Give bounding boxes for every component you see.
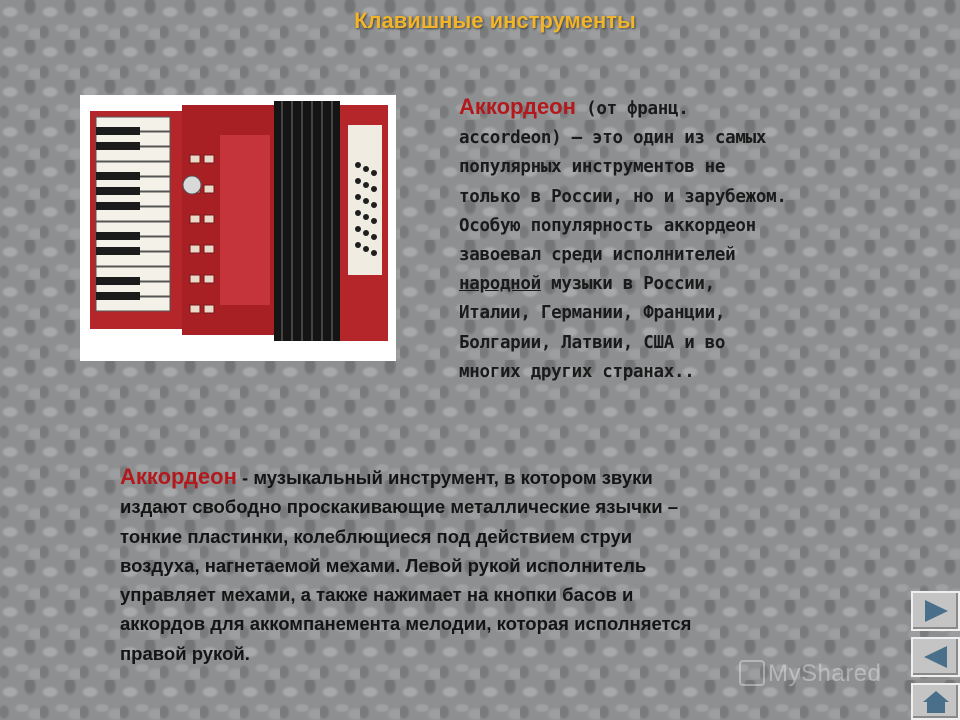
top-line-4: только в России, но и зарубежом. bbox=[459, 186, 787, 207]
accordion-photo bbox=[80, 95, 396, 361]
accordion-image bbox=[80, 95, 396, 361]
top-line-2: accordeon) – это один из самых bbox=[459, 128, 767, 149]
bottom-line-2: издают свободно проскакивающие металлические язычки – bbox=[120, 496, 679, 518]
home-icon bbox=[921, 689, 951, 715]
bottom-line-5: управляет мехами, а также нажимает на кнопки басов и bbox=[120, 584, 634, 606]
top-line-10: многих других странах.. bbox=[459, 361, 695, 382]
top-line-3: популярных инструментов не bbox=[459, 157, 726, 178]
watermark: MyShared bbox=[768, 660, 882, 687]
bellows bbox=[274, 101, 340, 341]
bottom-highlight-word: Аккордеон bbox=[120, 464, 237, 489]
play-back-icon bbox=[921, 644, 951, 670]
bottom-line-1: Аккордеон - музыкальный инструмент, в котором звуки bbox=[120, 464, 653, 489]
folk-music-link[interactable]: народной bbox=[459, 274, 541, 295]
top-line-5: Особую популярность аккордеон bbox=[459, 215, 756, 236]
top-highlight-word: Аккордеон bbox=[459, 94, 576, 119]
bottom-line-4: воздуха, нагнетаемой мехами. Левой рукой исполнитель bbox=[120, 554, 647, 576]
watermark-logo-icon bbox=[739, 660, 765, 686]
top-line-6: завоевал среди исполнителей bbox=[459, 245, 736, 266]
bottom-line-3: тонкие пластинки, колеблющиеся под действием струи bbox=[120, 525, 633, 547]
grille-knob bbox=[183, 176, 201, 194]
top-line-1: Аккордеон (от франц. bbox=[459, 94, 689, 119]
previous-slide-button[interactable] bbox=[911, 637, 960, 677]
bottom-line-6: аккордов для аккомпанемента мелодии, которая исполняется bbox=[120, 613, 692, 635]
next-slide-button[interactable] bbox=[911, 591, 960, 631]
top-line-9: Болгарии, Латвии, США и во bbox=[459, 332, 726, 353]
top-line-8: Италии, Германии, Франции, bbox=[459, 303, 726, 324]
grille-face bbox=[220, 135, 270, 305]
play-forward-icon bbox=[921, 598, 951, 624]
bottom-line-7: правой рукой. bbox=[120, 642, 250, 664]
piano-keys bbox=[96, 117, 170, 311]
slide-title: Клавишные инструменты bbox=[354, 8, 636, 33]
home-button[interactable] bbox=[911, 683, 960, 720]
top-description bbox=[459, 92, 879, 387]
top-line-7: народной музыки в России, bbox=[459, 274, 715, 295]
bottom-description bbox=[120, 462, 870, 668]
